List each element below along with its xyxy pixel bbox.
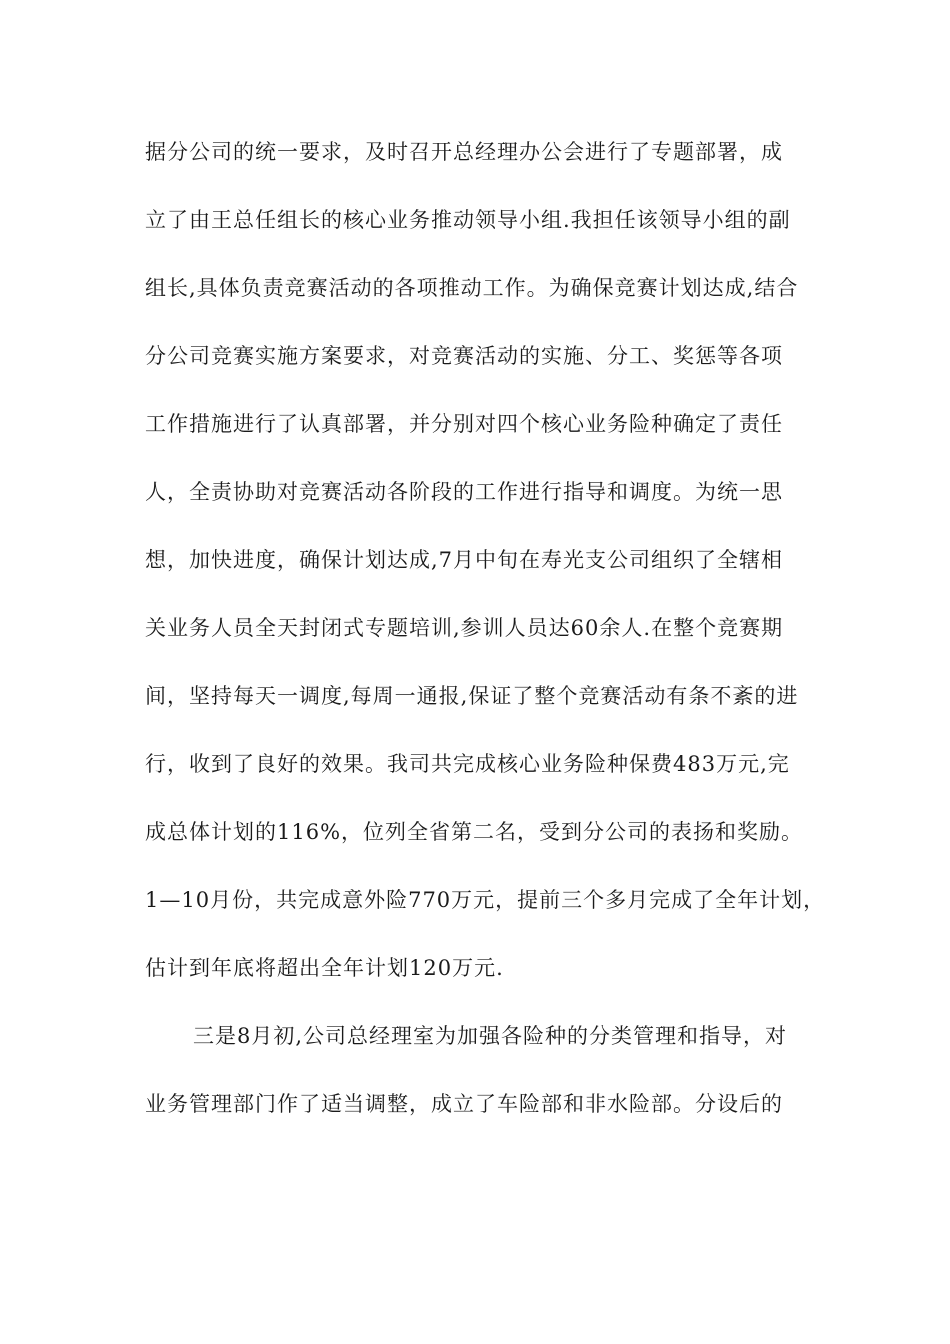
- paragraph-line: 间，坚持每天一调度,每周一通报,保证了整个竞赛活动有条不紊的进: [145, 684, 799, 708]
- paragraph-line: 人，全责协助对竞赛活动各阶段的工作进行指导和调度。为统一思: [145, 480, 783, 504]
- paragraph-line: 组长,具体负责竞赛活动的各项推动工作。为确保竞赛计划达成,结合: [145, 276, 799, 300]
- paragraph-line: 估计到年底将超出全年计划120万元.: [145, 956, 504, 980]
- paragraph-line: 据分公司的统一要求，及时召开总经理办公会进行了专题部署，成: [145, 140, 783, 164]
- paragraph-line: 立了由王总任组长的核心业务推动领导小组.我担任该领导小组的副: [145, 208, 791, 232]
- paragraph-line: 关业务人员全天封闭式专题培训,参训人员达60余人.在整个竞赛期: [145, 616, 784, 640]
- paragraph-line: 1—10月份，共完成意外险770万元，提前三个多月完成了全年计划，: [145, 888, 826, 912]
- paragraph-first-line: 三是8月初,公司总经理室为加强各险种的分类管理和指导，对: [193, 1024, 788, 1048]
- paragraph-line: 工作措施进行了认真部署，并分别对四个核心业务险种确定了责任: [145, 412, 783, 436]
- paragraph-line: 行，收到了良好的效果。我司共完成核心业务险种保费483万元,完: [145, 752, 790, 776]
- paragraph-line: 业务管理部门作了适当调整，成立了车险部和非水险部。分设后的: [145, 1092, 783, 1116]
- paragraph-line: 想，加快进度，确保计划达成,7月中旬在寿光支公司组织了全辖相: [145, 548, 784, 572]
- paragraph-line: 成总体计划的116%，位列全省第二名，受到分公司的表扬和奖励。: [145, 820, 804, 844]
- paragraph-line: 分公司竞赛实施方案要求，对竞赛活动的实施、分工、奖惩等各项: [145, 344, 783, 368]
